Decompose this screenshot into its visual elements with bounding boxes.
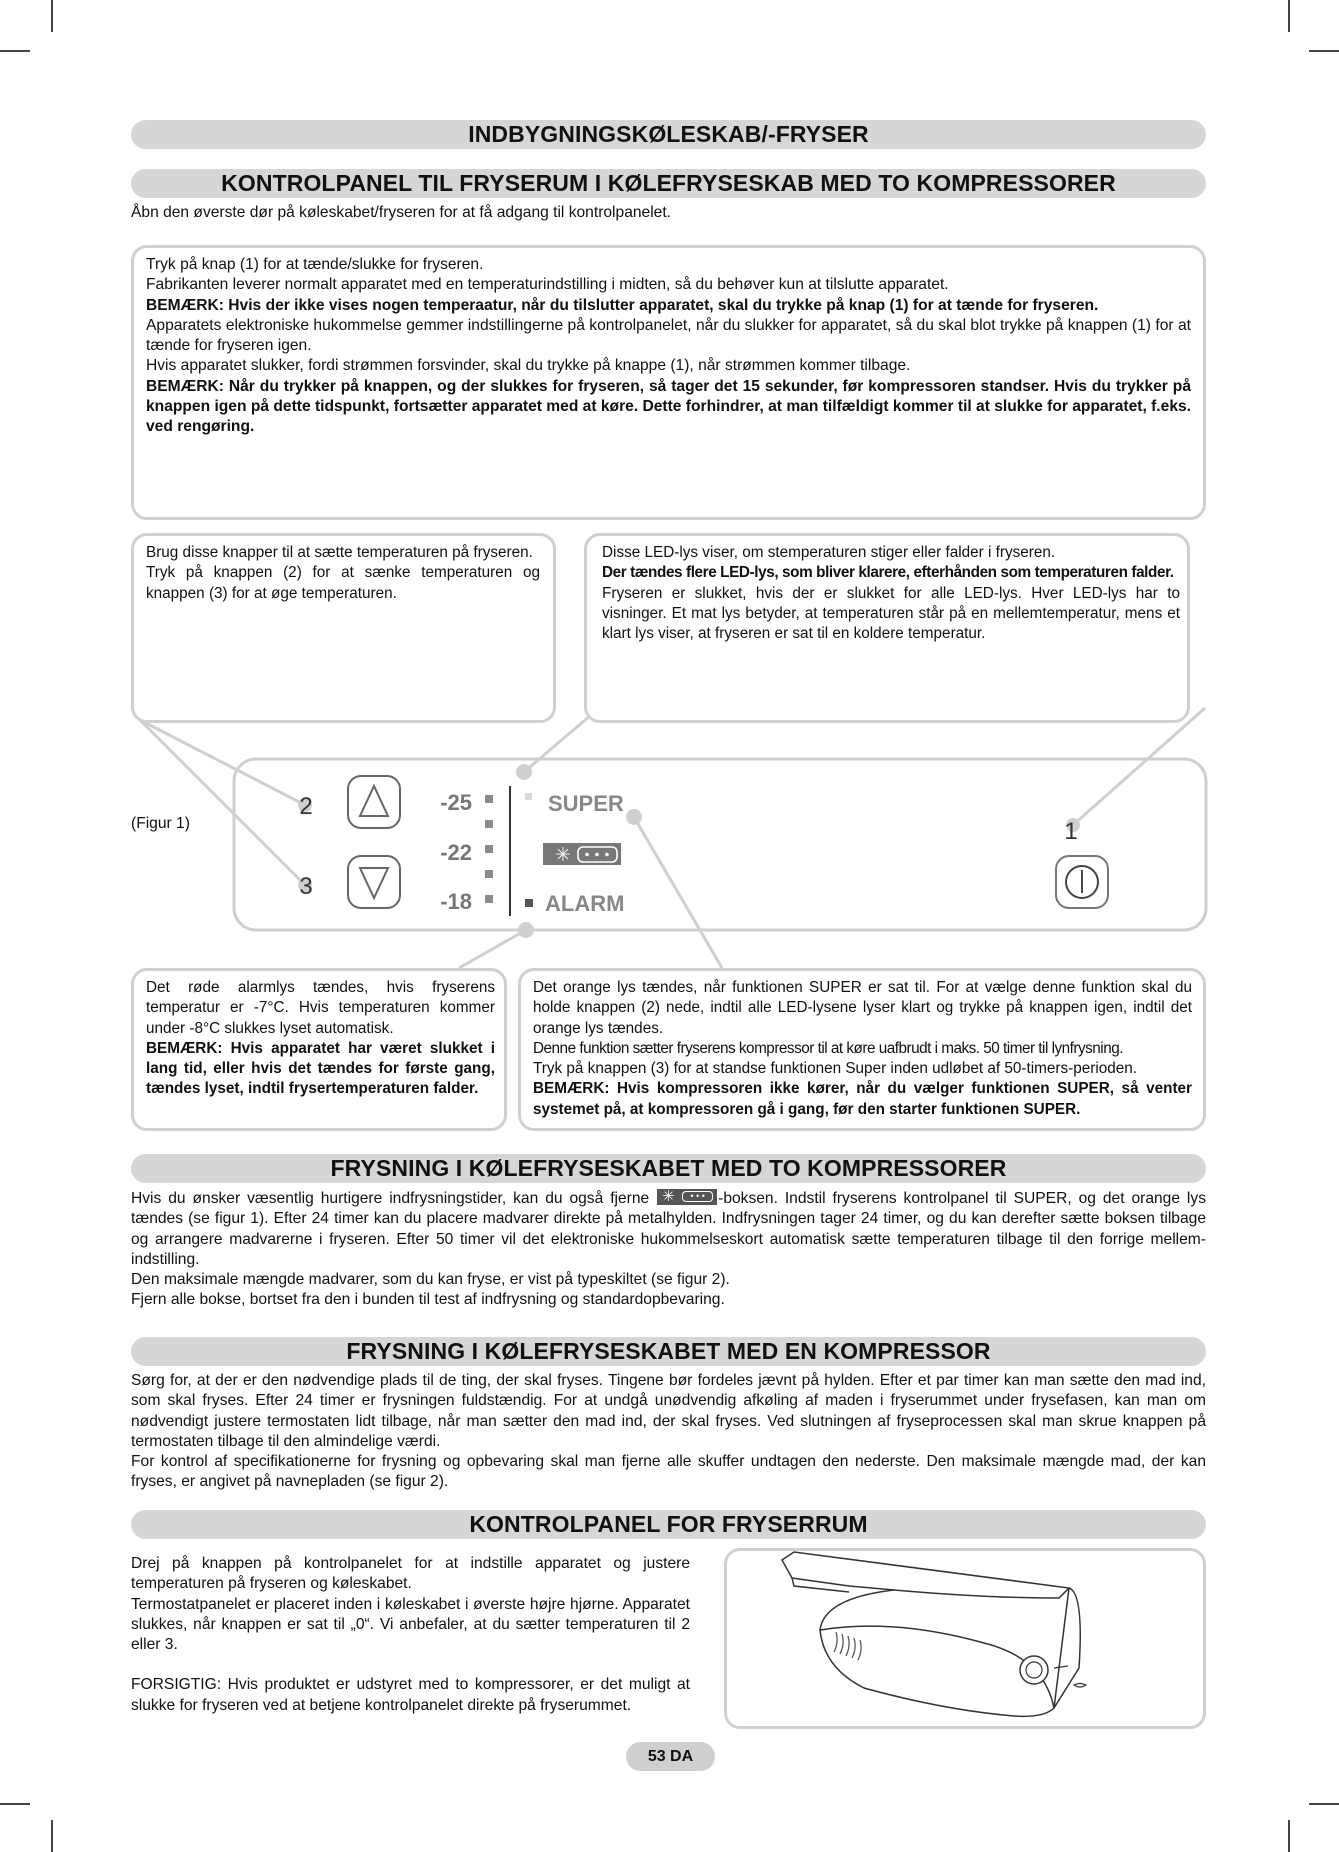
figure-caption: (Figur 1): [131, 815, 190, 832]
svg-text:✳: ✳: [555, 844, 571, 866]
text-line: For kontrol af specifikationerne for frysning og opbevaring skal man fjerne alle skuffer undtagen den nederste. Den maksimale mængde mad, der kan fryses, er angivet på navnepladen (se figur 2).: [131, 1453, 1206, 1491]
callout-line: [459, 930, 526, 968]
text-fragment: -boksen. Indstil fryserens kontrolpanel til SUPER, og det orange lys tændes (se figur 1). Efter 24 timer kan du placere madvarer direkte på metalhylden. Indfrysningen tager 24 timer, og du kan derefter sætte boksen tilbage og arrangere madvarerne i fryseren. Efter 50 timer vil det elektroniske hukommelseskort automatisk sætte temperaturen tilbage til den forrige mellem-indstilling.: [131, 1190, 1206, 1268]
page-title: INDBYGNINGSKØLESKAB/-FRYSER: [131, 120, 1206, 149]
temp-led: [485, 795, 493, 803]
text-line: Det orange lys tændes, når funktionen SUPER er sat til. For at vælge denne funktion skal du holde knappen (2) nede, indtil alle LED-lysene lyser klart og trykke på knappen igen, indtil det orange lys tændes.: [533, 979, 1192, 1037]
vent-slot: [858, 1640, 861, 1660]
callout-line: [524, 715, 591, 772]
text-line: Tryk på knappen (3) for at standse funktionen Super inden udløbet af 50-timers-perioden.: [533, 1060, 1138, 1078]
temp-label-25: -25: [440, 790, 472, 815]
up-triangle-icon: [360, 786, 388, 816]
alarm-label: ALARM: [545, 891, 625, 916]
text-line: Tryk på knap (1) for at tænde/slukke for fryseren.: [146, 256, 484, 273]
thermostat-housing: [820, 1626, 1054, 1708]
callout-line: [634, 817, 722, 968]
callout-dot: [518, 922, 534, 938]
text-line: Sørg for, at der er den nødvendige plads til de ting, der skal fryses. Tingene bør fordeles jævnt på hylden. Efter et par timer kan man sætte den mad ind, som skal fryses. Efter 24 timer er frysningen fuldstændig. For at undgå unødvendig afkøling af maden i fryserummet under frysefasen, kan man om nødvendigt justere termostaten lidt tilbage, når man sætter den mad ind, der skal fryses. Ved slutningen af fryseprocessen skal man skrue knappen på termostaten tilbage til den almindelige værdi.: [131, 1372, 1206, 1450]
section-title-freezing-two: FRYSNING I KØLEFRYSESKABET MED TO KOMPRESSORER: [131, 1154, 1206, 1183]
intro-text: Åbn den øverste dør på køleskabet/fryseren for at få adgang til kontrolpanelet.: [131, 204, 672, 221]
text-line: Hvis apparatet slukker, fordi strømmen forsvinder, skal du trykke på knappe (1), når strømmen kommer tilbage.: [146, 357, 911, 375]
callout-dot: [516, 764, 532, 780]
text-line: Termostatpanelet er placeret inden i køleskabet i øverste højre hjørne. Apparatet slukkes, når knappen er sat til „0“. Vi anbefaler, at du sætter temperaturen til 2 eller 3.: [131, 1595, 690, 1654]
thermostat-knob-center: [1026, 1662, 1042, 1678]
text-line: Apparatets elektroniske hukommelse gemmer indstillingerne på kontrolpanelet, når du slukker for apparatet, så du skal blot trykke på knappen (1) for at tænde for fryseren igen.: [146, 316, 1191, 355]
callout-line: [140, 720, 305, 805]
note-line: BEMÆRK: Hvis apparatet har været slukket i lang tid, eller hvis det tændes for første gang, tændes lyset, indtil frysertemperaturen falder.: [146, 1039, 495, 1098]
thermostat-housing: [782, 1552, 1069, 1598]
vent-slot: [846, 1636, 849, 1656]
vent-slot: [852, 1638, 855, 1658]
label-3: 3: [299, 873, 313, 900]
alarm-led: [525, 899, 533, 907]
text-line: Fryseren er slukket, hvis der er slukket for alle LED-lys. Hver LED-lys har to visninger. Et mat lys betyder, at temperaturen står på en mellemtemperatur, mens et klart lys viser, at fryseren er sat til en koldere temperatur.: [602, 584, 1180, 643]
temp-led: [485, 845, 493, 853]
freezer-box-icon: [543, 843, 621, 866]
temp-led: [485, 820, 493, 828]
note-line: BEMÆRK: Når du trykker på knappen, og der slukkes for fryseren, så tager det 15 sekunder, før kompressoren standser. Hvis du trykker på knappen igen på dette tidspunkt, fortsætter apparatet med at køre. Dette forhindrer, at man tilfældigt kommer til at slukke for apparatet, f.eks. ved rengøring.: [146, 377, 1191, 436]
text-line: Det røde alarmlys tændes, hvis fryserens temperatur er -7°C. Hvis temperaturen kommer under -8°C slukkes lyset automatisk.: [146, 979, 495, 1037]
callout-line: [140, 720, 305, 885]
text-line: [131, 1189, 1206, 1270]
down-triangle-icon: [360, 868, 388, 898]
info-box-super-text: [533, 978, 1192, 1120]
text-line: Brug disse knapper til at sætte temperaturen på fryseren.: [146, 544, 533, 561]
note-line: BEMÆRK: Hvis der ikke vises nogen temperaatur, når du tilslutter apparatet, skal du trykke på knap (1) for at tænde for fryseren.: [146, 296, 1099, 314]
callout-dot: [626, 809, 642, 825]
super-led: [525, 793, 532, 800]
vent-slot: [834, 1632, 837, 1652]
note-line: Der tændes flere LED-lys, som bliver klarere, efterhånden som temperaturen falder.: [602, 564, 1174, 582]
info-box-alarm-text: [146, 978, 495, 1100]
text-fragment: Hvis du ønsker væsentlig hurtigere indfrysningstider, kan du også fjerne: [131, 1190, 650, 1207]
thermostat-illustration: [724, 1548, 1206, 1729]
info-box-buttons-text: [146, 543, 540, 604]
label-1: 1: [1064, 818, 1078, 845]
text-line: Fabrikanten leverer normalt apparatet med en temperaturindstilling i midten, så du behøver kun at tilslutte apparatet.: [146, 276, 949, 294]
freezer-panel-text: [131, 1554, 690, 1716]
text-line: Disse LED-lys viser, om stemperaturen stiger eller falder i fryseren.: [602, 544, 1056, 561]
text-line: Denne funktion sætter fryserens kompressor til at køre uafbrudt i maks. 50 timer til lynfrysning.: [533, 1039, 1123, 1057]
freezing-two-text: [131, 1189, 1206, 1311]
thermostat-housing: [820, 1588, 1069, 1716]
thermostat-lamp: [1074, 1684, 1086, 1688]
section-title-freezing-one: FRYSNING I KØLEFRYSESKABET MED EN KOMPRESSOR: [131, 1337, 1206, 1366]
freezing-one-text: [131, 1371, 1206, 1493]
callout-line: [1073, 708, 1205, 825]
info-box-power-text: [146, 255, 1191, 438]
note-line: BEMÆRK: Hvis kompressoren ikke kører, når du vælger funktionen SUPER, så venter systemet på, at kompressoren gå i gang, før den starter funktionen SUPER.: [533, 1080, 1192, 1118]
knob-indicator: [1054, 1666, 1068, 1668]
section-title-freezer-panel: KONTROLPANEL FOR FRYSERRUM: [131, 1510, 1206, 1539]
temp-led: [485, 870, 493, 878]
page-number: 53 DA: [626, 1742, 715, 1771]
super-label: SUPER: [548, 791, 624, 816]
section-title-control-panel: KONTROLPANEL TIL FRYSERUM I KØLEFRYSESKAB MED TO KOMPRESSORER: [131, 169, 1206, 198]
label-2: 2: [299, 793, 313, 820]
text-line: FORSIGTIG: Hvis produktet er udstyret med to kompressorer, er det muligt at slukke for fryseren ved at betjene kontrolpanelet direkte på fryserummet.: [131, 1676, 690, 1714]
info-box-leds-text: [602, 543, 1180, 644]
text-line: Fjern alle bokse, bortset fra den i bunden til test af indfrysning og standardopbevaring.: [131, 1291, 725, 1309]
text-line: Drej på knappen på kontrolpanelet for at indstille apparatet og justere temperaturen på fryseren og køleskabet.: [131, 1555, 690, 1593]
vent-slot: [840, 1634, 843, 1654]
text-line: Den maksimale mængde madvarer, som du kan fryse, er vist på typeskiltet (se figur 2).: [131, 1271, 730, 1289]
text-line: Tryk på knappen (2) for at sænke temperaturen og knappen (3) for at øge temperaturen.: [146, 564, 540, 602]
temp-label-22: -22: [440, 840, 472, 865]
freezer-box-icon: ✳ • • •: [657, 1189, 717, 1205]
temp-led: [485, 895, 493, 903]
temp-label-18: -18: [440, 889, 472, 914]
